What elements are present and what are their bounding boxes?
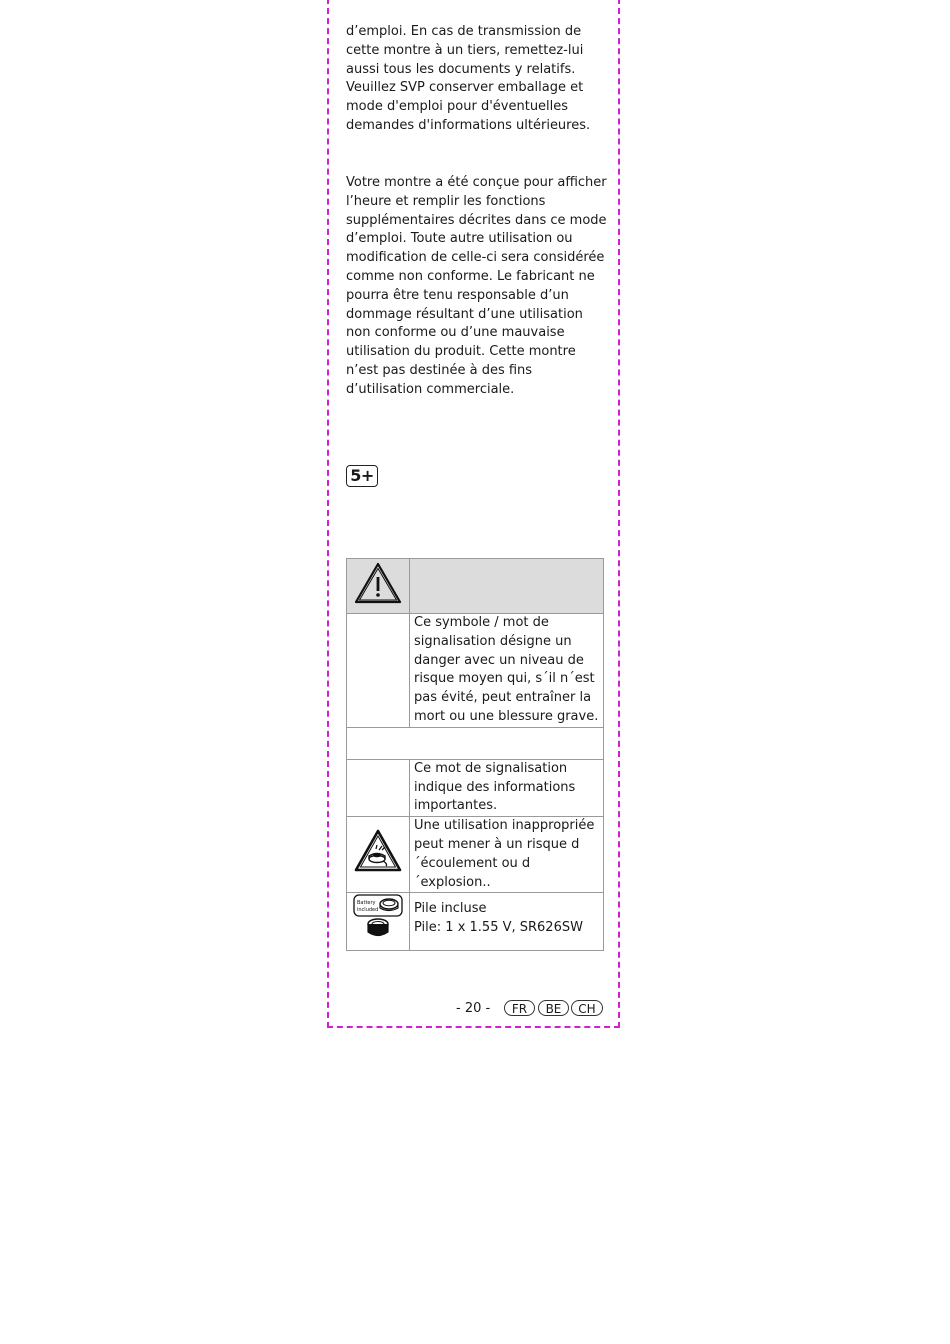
table-row bbox=[347, 559, 604, 614]
blank-cell bbox=[347, 727, 604, 759]
header-cell bbox=[410, 559, 604, 614]
paragraph-storage-instructions: d’emploi. En cas de transmission de cette montre à un tiers, remettez-lui aussi tous les documents y relatifs. Veuillez SVP conserver emballage et mode d'emploi pour d'éventuelles demandes d'informations ultérieures. bbox=[346, 24, 591, 133]
page-footer bbox=[456, 998, 616, 1020]
empty-icon-cell bbox=[347, 614, 410, 728]
battery-included-description bbox=[410, 893, 604, 951]
note-description: Ce mot de signalisation indique des informations importantes. bbox=[410, 759, 604, 816]
empty-icon-cell bbox=[347, 759, 410, 816]
table-row bbox=[347, 614, 604, 728]
table-row bbox=[347, 817, 604, 893]
country-badge-ch: CH bbox=[571, 1000, 603, 1016]
battery-icon-label-1: Battery bbox=[357, 900, 376, 907]
battery-included-icon bbox=[347, 893, 410, 951]
battery-included-line2: Pile: 1 x 1.55 V, SR626SW bbox=[414, 920, 583, 936]
age-5-plus-icon: 5+ bbox=[346, 465, 378, 487]
symbol-table bbox=[346, 558, 604, 951]
battery-leak-description: Une utilisation inappropriée peut mener à un risque d´écoulement ou d´explosion.. bbox=[410, 817, 604, 893]
paragraph-intended-use: Votre montre a été conçue pour afficher l’heure et remplir les fonctions supplémentaires décrites dans ce mode d’emploi. Toute autre utilisation ou modification de celle-ci sera considérée comme non conforme. Le fabricant ne pourra être tenu responsable d’un dommage résultant d’une utilisation non conforme ou d’une mauvaise utilisation du produit. Cette montre n’est pas destinée à des fins d’utilisation commerciale. bbox=[346, 175, 607, 397]
battery-included-line1: Pile incluse bbox=[414, 901, 487, 917]
warning-triangle-icon bbox=[347, 559, 410, 614]
country-badge-be: BE bbox=[538, 1000, 569, 1016]
warning-description: Ce symbole / mot de signalisation désigne un danger avec un niveau de risque moyen qui, s´il n´est pas évité, peut entraîner la mort ou une blessure grave. bbox=[410, 614, 604, 728]
country-badge-fr: FR bbox=[504, 1000, 535, 1016]
battery-leak-warning-icon bbox=[347, 817, 410, 893]
page-number: - 20 - bbox=[456, 1001, 491, 1016]
battery-icon-label-2: included bbox=[357, 907, 379, 914]
table-row bbox=[347, 759, 604, 816]
table-row bbox=[347, 727, 604, 759]
table-row bbox=[347, 893, 604, 951]
